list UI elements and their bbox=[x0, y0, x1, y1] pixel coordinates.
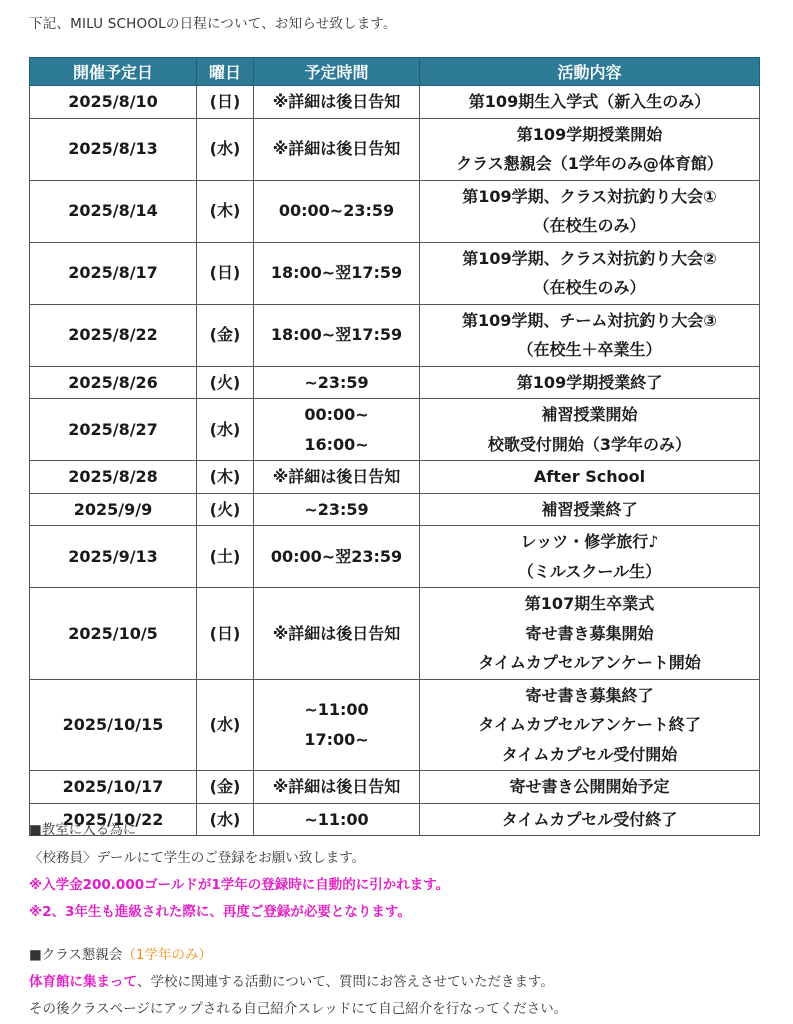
table-row bbox=[30, 493, 760, 526]
cell-date: 2025/10/22 bbox=[30, 803, 197, 836]
cell-date: 2025/10/5 bbox=[30, 588, 197, 680]
table-row bbox=[30, 366, 760, 399]
time-line: ~11:00 bbox=[304, 809, 369, 829]
classroom-line: 〈校務員〉デールにて学生のご登録をお願い致します。 bbox=[29, 850, 366, 866]
activity-line: タイムカプセル受付開始 bbox=[501, 744, 678, 764]
cell-activity bbox=[420, 461, 760, 494]
time-line: ※詳細は後日告知 bbox=[272, 467, 401, 486]
activity-line: 第109学期授業終了 bbox=[516, 372, 663, 392]
cell-time bbox=[254, 180, 420, 242]
activity-line: 寄せ書き募集開始 bbox=[525, 623, 654, 643]
cell-time bbox=[254, 118, 420, 180]
time-line: 17:00~ bbox=[304, 729, 369, 749]
social-heading-line bbox=[29, 943, 212, 963]
cell-day: (日) bbox=[197, 86, 254, 119]
cell-time bbox=[254, 242, 420, 304]
header-day: 曜日 bbox=[197, 58, 254, 86]
header-date: 開催予定日 bbox=[30, 58, 197, 86]
activity-line: （ミルスクール生） bbox=[517, 561, 662, 581]
cell-activity bbox=[420, 118, 760, 180]
activity-line: （在校生のみ） bbox=[533, 278, 646, 297]
table-row bbox=[30, 771, 760, 804]
cell-time bbox=[254, 86, 420, 119]
cell-activity bbox=[420, 242, 760, 304]
cell-day: (水) bbox=[197, 679, 254, 771]
cell-time bbox=[254, 588, 420, 680]
cell-activity bbox=[420, 86, 760, 119]
social-heading-note: （1学年のみ） bbox=[122, 947, 212, 963]
time-line: ~23:59 bbox=[304, 499, 369, 519]
cell-activity bbox=[420, 803, 760, 836]
activity-line: After School bbox=[533, 467, 646, 486]
cell-day: (火) bbox=[197, 366, 254, 399]
classroom-heading: ■教室に入る為に bbox=[29, 822, 137, 838]
activity-line: レッツ・修学旅行♪ bbox=[520, 532, 659, 551]
cell-day: (木) bbox=[197, 180, 254, 242]
table-row bbox=[30, 679, 760, 771]
activity-line: 補習授業開始 bbox=[541, 405, 638, 424]
cell-day: (日) bbox=[197, 242, 254, 304]
table-row bbox=[30, 242, 760, 304]
table-row bbox=[30, 399, 760, 461]
cell-time bbox=[254, 304, 420, 366]
intro-text: 下記、MILU SCHOOLの日程について、お知らせ致します。 bbox=[29, 16, 397, 32]
cell-day: (金) bbox=[197, 304, 254, 366]
time-line: ※詳細は後日告知 bbox=[272, 139, 401, 159]
activity-line: 第109学期授業開始 bbox=[516, 124, 663, 144]
cell-time bbox=[254, 526, 420, 588]
cell-date: 2025/9/9 bbox=[30, 493, 197, 526]
activity-line: 校歌受付開始（3学年のみ） bbox=[487, 434, 692, 454]
activity-line: タイムカプセルアンケート終了 bbox=[478, 715, 701, 734]
social-line-1 bbox=[29, 970, 554, 990]
table-row bbox=[30, 86, 760, 119]
activity-line: 第109学期、チーム対抗釣り大会③ bbox=[462, 310, 717, 330]
cell-date: 2025/8/28 bbox=[30, 461, 197, 494]
cell-day: (水) bbox=[197, 803, 254, 836]
activity-line: 第109学期、クラス対抗釣り大会② bbox=[462, 248, 717, 268]
table-row bbox=[30, 304, 760, 366]
cell-date: 2025/8/22 bbox=[30, 304, 197, 366]
cell-activity bbox=[420, 771, 760, 804]
time-line: 18:00~翌17:59 bbox=[270, 325, 403, 345]
cell-day: (火) bbox=[197, 493, 254, 526]
cell-activity bbox=[420, 399, 760, 461]
cell-date: 2025/8/26 bbox=[30, 366, 197, 399]
table-row bbox=[30, 180, 760, 242]
cell-date: 2025/8/14 bbox=[30, 180, 197, 242]
cell-activity bbox=[420, 493, 760, 526]
cell-time bbox=[254, 461, 420, 494]
cell-date: 2025/9/13 bbox=[30, 526, 197, 588]
table-row bbox=[30, 118, 760, 180]
social-line-1-rest: 、学校に関連する活動について、質問にお答えさせていただきます。 bbox=[137, 974, 554, 990]
activity-line: タイムカプセルアンケート開始 bbox=[478, 653, 701, 672]
time-line: ※詳細は後日告知 bbox=[272, 623, 401, 643]
cell-date: 2025/8/10 bbox=[30, 86, 197, 119]
cell-date: 2025/8/13 bbox=[30, 118, 197, 180]
cell-time bbox=[254, 399, 420, 461]
activity-line: 補習授業終了 bbox=[541, 499, 638, 519]
header-activity: 活動内容 bbox=[420, 58, 760, 86]
activity-line: 第109学期、クラス対抗釣り大会① bbox=[462, 186, 717, 206]
header-time: 予定時間 bbox=[254, 58, 420, 86]
activity-line: クラス懇親会（1学年のみ@体育館） bbox=[456, 154, 723, 173]
cell-time bbox=[254, 366, 420, 399]
activity-line: タイムカプセル受付終了 bbox=[501, 809, 678, 829]
classroom-note-fee: ※入学金200.000ゴールドが1学年の登録時に自動的に引かれます。 bbox=[29, 877, 450, 893]
cell-activity bbox=[420, 679, 760, 771]
cell-time bbox=[254, 771, 420, 804]
cell-day: (土) bbox=[197, 526, 254, 588]
time-line: 00:00~翌23:59 bbox=[270, 546, 403, 566]
cell-date: 2025/10/17 bbox=[30, 771, 197, 804]
time-line: 18:00~翌17:59 bbox=[270, 263, 403, 283]
table-header-row bbox=[30, 58, 760, 86]
activity-line: 寄せ書き公開開始予定 bbox=[509, 777, 670, 796]
activity-line: 寄せ書き募集終了 bbox=[525, 685, 654, 705]
cell-activity bbox=[420, 588, 760, 680]
cell-date: 2025/8/27 bbox=[30, 399, 197, 461]
cell-day: (水) bbox=[197, 399, 254, 461]
time-line: 00:00~23:59 bbox=[278, 201, 395, 221]
time-line: ~11:00 bbox=[304, 700, 369, 720]
table-row bbox=[30, 526, 760, 588]
social-line-2: その後クラスページにアップされる自己紹介スレッドにて自己紹介を行なってください。 bbox=[29, 1001, 568, 1017]
cell-day: (水) bbox=[197, 118, 254, 180]
table-row bbox=[30, 588, 760, 680]
activity-line: 第109期生入学式（新入生のみ） bbox=[468, 92, 711, 111]
cell-activity bbox=[420, 180, 760, 242]
classroom-note-reregister: ※2、3年生も進級された際に、再度ご登録が必要となります。 bbox=[29, 904, 411, 920]
table-row bbox=[30, 803, 760, 836]
schedule-body bbox=[30, 86, 760, 836]
time-line: 00:00~ bbox=[304, 405, 369, 424]
cell-activity bbox=[420, 304, 760, 366]
schedule-table bbox=[29, 57, 760, 836]
cell-time bbox=[254, 493, 420, 526]
activity-line: （在校生のみ） bbox=[533, 216, 646, 235]
time-line: 16:00~ bbox=[304, 434, 369, 454]
cell-date: 2025/8/17 bbox=[30, 242, 197, 304]
time-line: ※詳細は後日告知 bbox=[272, 92, 401, 111]
time-line: ※詳細は後日告知 bbox=[272, 777, 401, 796]
time-line: ~23:59 bbox=[304, 372, 369, 392]
table-row bbox=[30, 461, 760, 494]
cell-date: 2025/10/15 bbox=[30, 679, 197, 771]
cell-day: (日) bbox=[197, 588, 254, 680]
cell-activity bbox=[420, 526, 760, 588]
cell-time bbox=[254, 803, 420, 836]
cell-day: (金) bbox=[197, 771, 254, 804]
social-heading: ■クラス懇親会 bbox=[29, 947, 123, 963]
cell-day: (木) bbox=[197, 461, 254, 494]
social-gather-text: 体育館に集まって bbox=[29, 974, 137, 990]
cell-time bbox=[254, 679, 420, 771]
cell-activity bbox=[420, 366, 760, 399]
activity-line: （在校生＋卒業生） bbox=[517, 340, 662, 359]
activity-line: 第107期生卒業式 bbox=[524, 594, 655, 613]
